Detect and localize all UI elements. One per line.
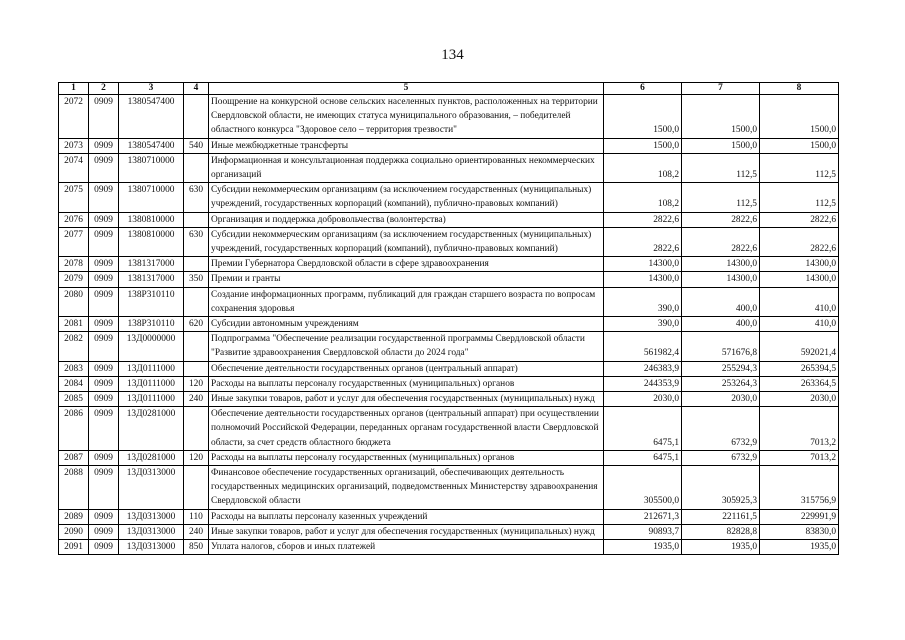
section-code: 0909 [89,212,119,227]
amount-year-1: 14300,0 [604,257,682,272]
amount-year-2: 253264,3 [682,376,760,391]
table-row [59,212,839,227]
row-number: 2077 [59,227,89,256]
expense-type-code [184,332,209,361]
amount-year-3: 7013,2 [760,450,839,465]
amount-year-2: 14300,0 [682,272,760,287]
row-number: 2078 [59,257,89,272]
header-col-1: 1 [59,83,89,95]
amount-year-2: 1500,0 [682,138,760,153]
item-name: Субсидии автономным учреждениям [209,317,604,332]
header-row [59,83,839,95]
amount-year-3: 112,5 [760,183,839,212]
amount-year-3: 14300,0 [760,272,839,287]
row-number: 2081 [59,317,89,332]
amount-year-1: 2822,6 [604,227,682,256]
target-article-code: 138P310110 [119,287,184,316]
target-article-code: 1381317000 [119,272,184,287]
item-name: Расходы на выплаты персоналу казенных учреждений [209,509,604,524]
amount-year-1: 1500,0 [604,138,682,153]
amount-year-3: 2822,6 [760,212,839,227]
amount-year-3: 410,0 [760,287,839,316]
table-row [59,540,839,555]
header-col-5: 5 [209,83,604,95]
target-article-code: 1380547400 [119,138,184,153]
amount-year-3: 592021,4 [760,332,839,361]
row-number: 2091 [59,540,89,555]
table-row [59,138,839,153]
amount-year-3: 1500,0 [760,138,839,153]
expense-type-code: 240 [184,524,209,539]
table-row [59,509,839,524]
amount-year-3: 2822,6 [760,227,839,256]
target-article-code: 13Д0313000 [119,540,184,555]
amount-year-2: 255294,3 [682,361,760,376]
section-code: 0909 [89,376,119,391]
section-code: 0909 [89,317,119,332]
item-name: Иные закупки товаров, работ и услуг для обеспечения государственных (муниципальных) нужд [209,524,604,539]
section-code: 0909 [89,524,119,539]
amount-year-1: 90893,7 [604,524,682,539]
table-row [59,272,839,287]
expense-type-code: 540 [184,138,209,153]
table-row [59,332,839,361]
amount-year-3: 229991,9 [760,509,839,524]
header-col-3: 3 [119,83,184,95]
expense-type-code [184,95,209,139]
amount-year-2: 1500,0 [682,95,760,139]
target-article-code: 13Д0313000 [119,509,184,524]
header-col-8: 8 [760,83,839,95]
table-row [59,317,839,332]
amount-year-3: 263364,5 [760,376,839,391]
row-number: 2074 [59,153,89,182]
table-row [59,153,839,182]
amount-year-3: 7013,2 [760,407,839,451]
amount-year-1: 14300,0 [604,272,682,287]
amount-year-3: 14300,0 [760,257,839,272]
section-code: 0909 [89,450,119,465]
amount-year-1: 561982,4 [604,332,682,361]
item-name: Информационная и консультационная поддержка социально ориентированных некоммерческих организаций [209,153,604,182]
amount-year-1: 108,2 [604,153,682,182]
target-article-code: 13Д0313000 [119,524,184,539]
expense-type-code [184,287,209,316]
amount-year-3: 265394,5 [760,361,839,376]
section-code: 0909 [89,332,119,361]
amount-year-2: 112,5 [682,183,760,212]
table-row [59,183,839,212]
section-code: 0909 [89,272,119,287]
target-article-code: 1380810000 [119,227,184,256]
table-row [59,257,839,272]
amount-year-1: 1935,0 [604,540,682,555]
section-code: 0909 [89,257,119,272]
item-name: Организация и поддержка добровольчества (волонтерства) [209,212,604,227]
table-body [59,95,839,555]
row-number: 2083 [59,361,89,376]
table-row [59,361,839,376]
target-article-code: 138P310110 [119,317,184,332]
amount-year-3: 112,5 [760,153,839,182]
row-number: 2085 [59,392,89,407]
row-number: 2076 [59,212,89,227]
expense-type-code: 850 [184,540,209,555]
header-col-4: 4 [184,83,209,95]
amount-year-1: 108,2 [604,183,682,212]
table-row [59,466,839,510]
amount-year-1: 2822,6 [604,212,682,227]
table-row [59,524,839,539]
expense-type-code [184,407,209,451]
row-number: 2079 [59,272,89,287]
item-name: Субсидии некоммерческим организациям (за исключением государственных (муниципальных) учреждений, государственных корпораций (компаний), публично-правовых компаний) [209,183,604,212]
amount-year-3: 410,0 [760,317,839,332]
page-number: 134 [441,47,464,63]
item-name: Уплата налогов, сборов и иных платежей [209,540,604,555]
row-number: 2090 [59,524,89,539]
row-number: 2072 [59,95,89,139]
expense-type-code [184,257,209,272]
amount-year-1: 2030,0 [604,392,682,407]
amount-year-3: 1935,0 [760,540,839,555]
amount-year-3: 83830,0 [760,524,839,539]
target-article-code: 13Д0281000 [119,407,184,451]
target-article-code: 13Д0111000 [119,376,184,391]
amount-year-2: 6732,9 [682,407,760,451]
row-number: 2073 [59,138,89,153]
target-article-code: 1380547400 [119,95,184,139]
amount-year-3: 1500,0 [760,95,839,139]
section-code: 0909 [89,183,119,212]
row-number: 2087 [59,450,89,465]
amount-year-2: 400,0 [682,317,760,332]
expense-type-code: 350 [184,272,209,287]
item-name: Иные закупки товаров, работ и услуг для обеспечения государственных (муниципальных) нужд [209,392,604,407]
target-article-code: 13Д0111000 [119,392,184,407]
item-name: Расходы на выплаты персоналу государственных (муниципальных) органов [209,376,604,391]
amount-year-2: 2822,6 [682,212,760,227]
table-row [59,287,839,316]
amount-year-1: 244353,9 [604,376,682,391]
row-number: 2084 [59,376,89,391]
row-number: 2080 [59,287,89,316]
target-article-code: 1380710000 [119,183,184,212]
section-code: 0909 [89,95,119,139]
section-code: 0909 [89,392,119,407]
section-code: 0909 [89,509,119,524]
item-name: Обеспечение деятельности государственных органов (центральный аппарат) при осуществлении полномочий Российской Федерации, переданных органам государственной власти Свердловской области, за счет средств областного бюджета [209,407,604,451]
item-name: Премии и гранты [209,272,604,287]
amount-year-2: 112,5 [682,153,760,182]
amount-year-2: 221161,5 [682,509,760,524]
item-name: Расходы на выплаты персоналу государственных (муниципальных) органов [209,450,604,465]
amount-year-3: 2030,0 [760,392,839,407]
amount-year-1: 305500,0 [604,466,682,510]
amount-year-2: 571676,8 [682,332,760,361]
table-row [59,407,839,451]
item-name: Субсидии некоммерческим организациям (за исключением государственных (муниципальных) учреждений, государственных корпораций (компаний), публично-правовых компаний) [209,227,604,256]
amount-year-1: 390,0 [604,317,682,332]
amount-year-2: 6732,9 [682,450,760,465]
amount-year-1: 6475,1 [604,407,682,451]
target-article-code: 13Д0281000 [119,450,184,465]
amount-year-1: 212671,3 [604,509,682,524]
item-name: Создание информационных программ, публикаций для граждан старшего возраста по вопросам сохранения здоровья [209,287,604,316]
expense-type-code: 120 [184,376,209,391]
table-row [59,227,839,256]
item-name: Обеспечение деятельности государственных органов (центральный аппарат) [209,361,604,376]
amount-year-1: 1500,0 [604,95,682,139]
expense-type-code [184,361,209,376]
amount-year-1: 246383,9 [604,361,682,376]
amount-year-1: 390,0 [604,287,682,316]
row-number: 2082 [59,332,89,361]
section-code: 0909 [89,153,119,182]
target-article-code: 1381317000 [119,257,184,272]
amount-year-2: 82828,8 [682,524,760,539]
amount-year-2: 2822,6 [682,227,760,256]
amount-year-2: 400,0 [682,287,760,316]
item-name: Подпрограмма "Обеспечение реализации государственной программы Свердловской области "Развитие здравоохранения Свердловской области до 2024 года" [209,332,604,361]
expense-type-code [184,212,209,227]
amount-year-1: 6475,1 [604,450,682,465]
section-code: 0909 [89,138,119,153]
target-article-code: 1380710000 [119,153,184,182]
section-code: 0909 [89,287,119,316]
item-name: Иные межбюджетные трансферты [209,138,604,153]
target-article-code: 13Д0313000 [119,466,184,510]
item-name: Поощрение на конкурсной основе сельских населенных пунктов, расположенных на территории Свердловской области, не имеющих статуса муниципального образования, – победителей областного конкурса "Здоровое село – территория трезвости" [209,95,604,139]
row-number: 2089 [59,509,89,524]
table-row [59,392,839,407]
table-row [59,450,839,465]
expense-type-code: 630 [184,227,209,256]
table-row [59,376,839,391]
target-article-code: 1380810000 [119,212,184,227]
item-name: Финансовое обеспечение государственных организаций, обеспечивающих деятельность государственных медицинских организаций, подведомственных Министерству здравоохранения Свердловской области [209,466,604,510]
expense-type-code: 630 [184,183,209,212]
section-code: 0909 [89,361,119,376]
section-code: 0909 [89,227,119,256]
expense-type-code [184,466,209,510]
budget-table [58,82,839,555]
row-number: 2086 [59,407,89,451]
amount-year-2: 305925,3 [682,466,760,510]
section-code: 0909 [89,540,119,555]
amount-year-2: 1935,0 [682,540,760,555]
expense-type-code [184,153,209,182]
expense-type-code: 240 [184,392,209,407]
amount-year-2: 14300,0 [682,257,760,272]
header-col-2: 2 [89,83,119,95]
expense-type-code: 110 [184,509,209,524]
row-number: 2088 [59,466,89,510]
amount-year-3: 315756,9 [760,466,839,510]
target-article-code: 13Д0000000 [119,332,184,361]
section-code: 0909 [89,407,119,451]
expense-type-code: 120 [184,450,209,465]
expense-type-code: 620 [184,317,209,332]
target-article-code: 13Д0111000 [119,361,184,376]
header-col-6: 6 [604,83,682,95]
header-col-7: 7 [682,83,760,95]
item-name: Премии Губернатора Свердловской области в сфере здравоохранения [209,257,604,272]
section-code: 0909 [89,466,119,510]
table-row [59,95,839,139]
row-number: 2075 [59,183,89,212]
amount-year-2: 2030,0 [682,392,760,407]
